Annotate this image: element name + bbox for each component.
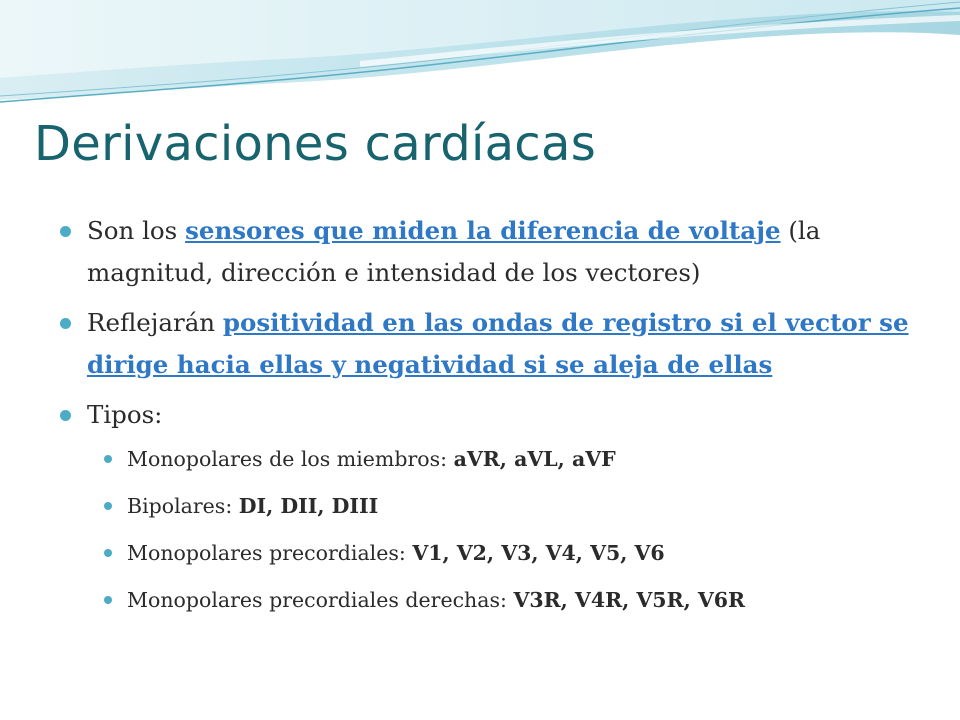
bullet-icon <box>60 318 71 329</box>
lead-list: DI, DII, DIII <box>238 494 379 518</box>
bullet-text-suffix: (la magnitud, dirección e intensidad de los vectores) <box>87 216 821 287</box>
positivity-link[interactable]: positividad en las ondas de registro si el vector se dirige hacia ellas y negatividad si se aleja de ellas <box>87 308 909 379</box>
bullet-text-prefix: Reflejarán <box>87 308 223 337</box>
subbullet-right-precordial <box>58 585 928 615</box>
subbullet-limb-monopolar <box>58 444 928 474</box>
slide-title: Derivaciones cardíacas <box>34 116 597 172</box>
bullet-text-prefix: Son los <box>87 216 186 245</box>
bullet-icon <box>104 502 112 510</box>
bullet-icon <box>104 596 112 604</box>
bullet-icon <box>60 226 71 237</box>
lead-list: V3R, V4R, V5R, V6R <box>513 588 746 612</box>
bullet-item-reflect <box>58 302 928 386</box>
header-wave-decoration <box>0 0 960 110</box>
subbullet-bipolar <box>58 491 928 521</box>
lead-type-label: Bipolares: <box>127 494 239 518</box>
slide-content <box>58 210 928 632</box>
bullet-icon <box>104 455 112 463</box>
lead-type-label: Monopolares precordiales: <box>127 541 413 565</box>
lead-type-label: Monopolares precordiales derechas: <box>127 588 514 612</box>
bullet-text: Tipos: <box>87 400 163 429</box>
bullet-icon <box>60 410 71 421</box>
bullet-icon <box>104 549 112 557</box>
lead-list: aVR, aVL, aVF <box>453 447 616 471</box>
subbullet-precordial <box>58 538 928 568</box>
lead-list: V1, V2, V3, V4, V5, V6 <box>412 541 665 565</box>
sensors-link[interactable]: sensores que miden la diferencia de voltaje <box>185 216 781 245</box>
lead-type-label: Monopolares de los miembros: <box>127 447 454 471</box>
bullet-item-sensors <box>58 210 928 294</box>
bullet-item-types <box>58 394 928 436</box>
